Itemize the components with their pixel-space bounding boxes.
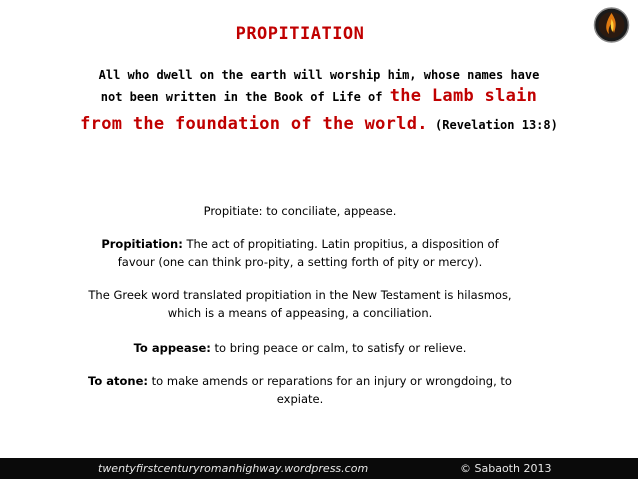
verse-line-1: [4, 68, 634, 82]
verse-line-3: [4, 114, 634, 134]
footer-website: twentyfirstcenturyromanhighway.wordpress.com: [98, 462, 369, 475]
footer-copyright: © Sabaoth 2013: [460, 462, 552, 475]
definition-text: Propitiate: to conciliate, appease.: [203, 204, 397, 218]
definition-appease: [0, 339, 600, 357]
greek-explanation: [0, 286, 600, 322]
slide-title: PROPITIATION: [235, 24, 365, 44]
flame-emblem-logo: [589, 6, 634, 46]
definition-text: expiate.: [276, 392, 324, 406]
definition-propitiate: [0, 202, 600, 220]
definition-atone: [0, 372, 600, 408]
verse-highlight: from the foundation of the world.: [80, 114, 428, 134]
verse-line-2: [4, 86, 634, 106]
definition-term: To atone:: [88, 374, 149, 388]
definition-text: which is a means of appeasing, a conciliation.: [167, 306, 433, 320]
definition-text: to bring peace or calm, to satisfy or relieve.: [210, 341, 467, 355]
verse-highlight: the Lamb slain: [389, 86, 538, 106]
definition-term: Propitiation:: [101, 237, 183, 251]
verse-reference: (Revelation 13:8): [427, 118, 558, 132]
definition-text: The Greek word translated propitiation in the New Testament is hilasmos,: [88, 288, 512, 302]
definition-text: to make amends or reparations for an injury or wrongdoing, to: [148, 374, 512, 388]
verse-text: not been written in the Book of Life of: [100, 90, 390, 104]
definition-text: favour (one can think pro-pity, a setting forth of pity or mercy).: [117, 255, 483, 269]
verse-text: All who dwell on the earth will worship him, whose names have: [98, 68, 540, 82]
definition-propitiation: [0, 235, 600, 271]
definition-text: The act of propitiating. Latin propitius, a disposition of: [182, 237, 499, 251]
definition-term: To appease:: [133, 341, 211, 355]
